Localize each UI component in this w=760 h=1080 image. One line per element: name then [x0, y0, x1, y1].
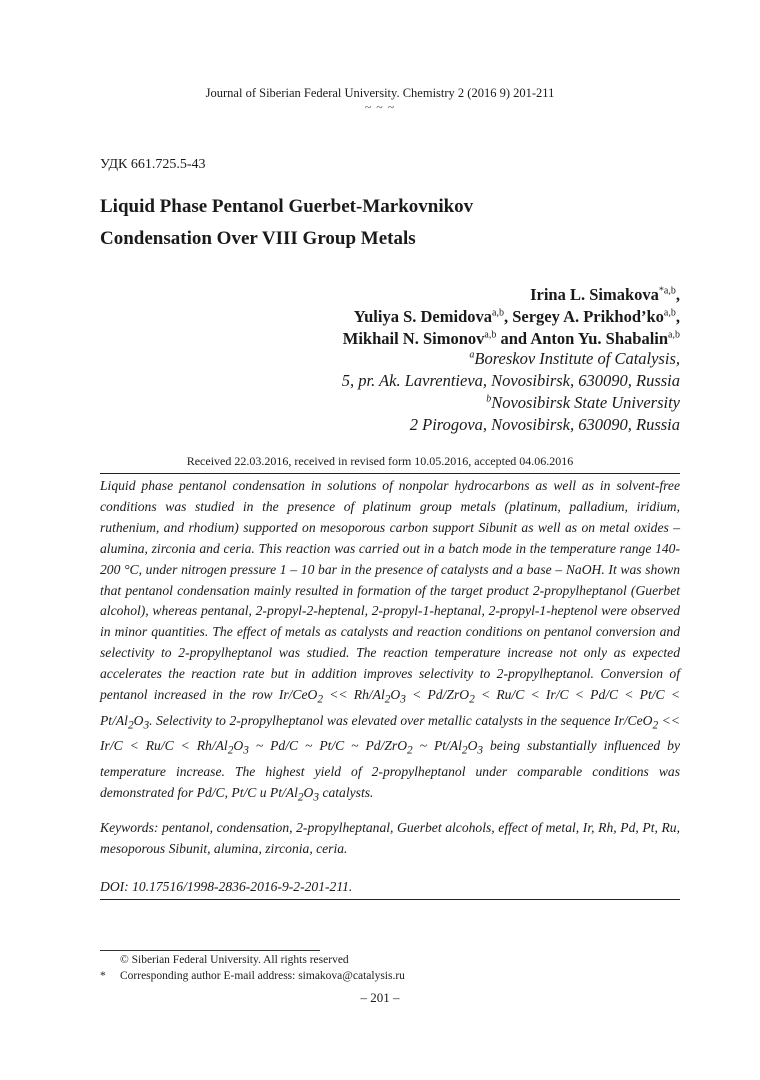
- header-ornament: ~ ~ ~: [364, 100, 396, 114]
- footnotes: [100, 952, 680, 984]
- title-line-2: Condensation Over VIII Group Metals: [100, 228, 416, 249]
- footnote-rule: [100, 950, 320, 951]
- affiliation-mark: b: [486, 393, 492, 405]
- author-affiliation-mark: a,b: [663, 307, 676, 319]
- footnote-mark: [100, 952, 120, 968]
- affiliation-mark: a: [469, 349, 475, 361]
- affiliation-line: [120, 370, 680, 392]
- author-name: Sergey A. Prikhod’ko: [512, 307, 664, 326]
- affiliation-text: 5, pr. Ak. Lavrentieva, Novosibirsk, 630090, Russia: [341, 371, 680, 390]
- author-line-2: [120, 306, 680, 328]
- author-affiliation-mark: a,b: [484, 329, 497, 341]
- footnote-copyright: [100, 952, 680, 968]
- author-separator: and: [496, 329, 531, 348]
- author-separator: ,: [675, 285, 680, 304]
- author-name: Yuliya S. Demidova: [353, 307, 492, 326]
- author-list: [120, 284, 680, 350]
- footnote-mark: *: [100, 970, 106, 982]
- author-line-1: [120, 284, 680, 306]
- received-dates: Received 22.03.2016, received in revised form 10.05.2016, accepted 04.06.2016: [186, 454, 574, 468]
- affiliation-text: Novosibirsk State University: [491, 393, 680, 412]
- paper-title: [100, 191, 660, 255]
- author-affiliation-mark: a,b: [492, 307, 504, 319]
- author-name: Mikhail N. Simonov: [342, 329, 485, 348]
- affiliation-line: [120, 348, 680, 370]
- abstract-top-rule: [100, 473, 680, 474]
- page-number: – 201 –: [360, 990, 400, 1005]
- affiliation-text: Boreskov Institute of Catalysis,: [474, 349, 680, 368]
- author-name: Anton Yu. Shabalin: [530, 329, 669, 348]
- affiliation-text: 2 Pirogova, Novosibirsk, 630090, Russia: [409, 415, 680, 434]
- author-separator: ,: [503, 307, 513, 326]
- footnote-text: © Siberian Federal University. All rights reserved: [120, 954, 349, 966]
- footnote-corresponding: [100, 968, 680, 984]
- doi: DOI: 10.17516/1998-2836-2016-9-2-201-211.: [100, 879, 353, 894]
- abstract: Liquid phase pentanol condensation in solutions of nonpolar hydrocarbons as well as in solvent-free conditions was studied in the presence of platinum group metals (platinum, palladium, iridium, ruthenium, and rhodium) supported on mesoporous carbon support Sibunit as well as on metal oxides – alumina, zirconia and ceria. This reaction was carried out in a batch mode in the temperature range 140-200 °C, under nitrogen pressure 1 – 10 bar in the presence of catalysts and a base – NaOH. It was shown that pentanol condensation mainly resulted in formation of the target product 2-propylheptanol (Guerbet alcohol), whereas pentanal, 2-propyl-2-heptenal, 2-propyl-1-heptanal, 2-propyl-1-heptenol were observed in minor quantities. The effect of metals as catalysts and reaction conditions on pentanol conversion and selectivity to 2-propylheptanol was studied. The reaction temperature increase not only as expected accelerates the reaction rate but in addition improves selectivity to 2-propylheptanol. Conversion of pentanol increased in the row $Ir/CeO_2 << Rh/Al_2O_3 < Pd/ZrO_2 < Ru/C < Ir/C < Pd/C < Pt/C < Pt/Al_2O_3$. Selectivity to 2-propylheptanol was elevated over metallic catalysts in the sequence $Ir/CeO_2 << Ir/C < Ru/C < Rh/Al_2O_3$ ~ Pd/C ~ Pt/C ~ Pd/ZrO$_2$ ~ $Pt/Al_2O_3$ being substantially influenced by temperature increase. The highest yield of 2-propylheptanol under comparable conditions was demonstrated for Pd/C, Pt/C и $Pt/Al_2O_3$ catalysts.: [100, 478, 680, 804]
- affiliation-line: [120, 414, 680, 436]
- author-affiliation-mark: a,b: [668, 329, 680, 341]
- abstract-bottom-rule: [100, 899, 680, 900]
- affiliation-line: [120, 392, 680, 414]
- footnote-text: Corresponding author E-mail address: simakova@catalysis.ru: [120, 970, 405, 982]
- author-line-3: [120, 328, 680, 350]
- udk-code: УДК 661.725.5-43: [100, 157, 206, 172]
- title-line-1: Liquid Phase Pentanol Guerbet-Markovnikov: [100, 196, 474, 217]
- journal-header: Journal of Siberian Federal University. Chemistry 2 (2016 9) 201-211: [205, 86, 555, 100]
- keywords: Keywords: pentanol, condensation, 2-propylheptanal, Guerbet alcohols, effect of metal, Ir, Rh, Pd, Pt, Ru, mesoporous Sibunit, alumina, zirconia, ceria.: [100, 820, 680, 856]
- affiliation-list: [120, 348, 680, 436]
- author-separator: ,: [675, 307, 680, 326]
- author-affiliation-mark: *a,b: [658, 285, 676, 297]
- author-name: Irina L. Simakova: [530, 285, 659, 304]
